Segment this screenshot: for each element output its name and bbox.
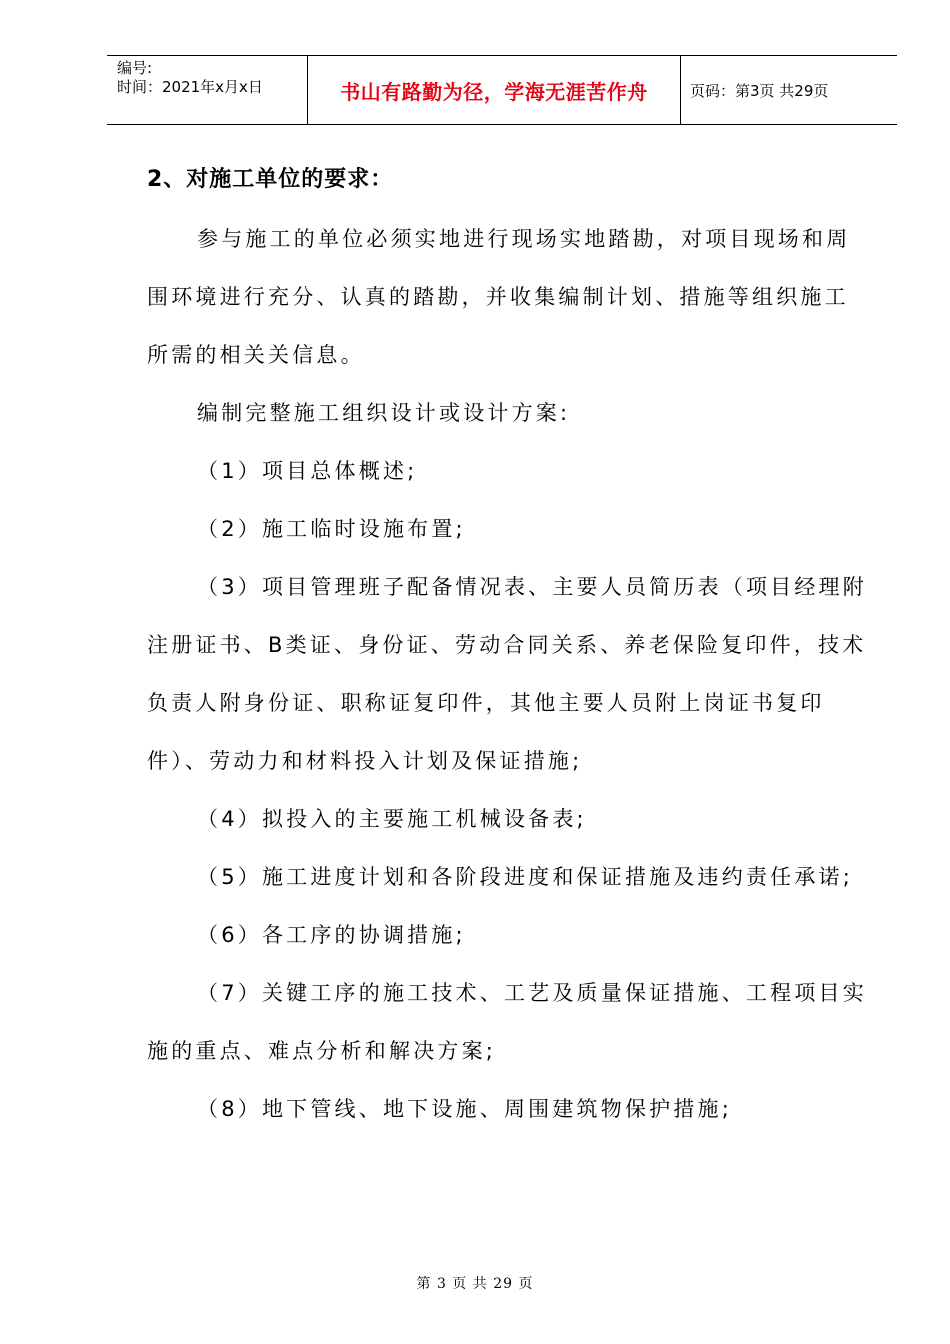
list-item: （6）各工序的协调措施; [197, 923, 466, 947]
intro-paragraph: 参与施工的单位必须实地进行现场实地踏勘，对项目现场和周围环境进行充分、认真的踏勘，并收集编制计划、措施等组织施工所需的相关关信息。 [147, 227, 851, 367]
header-page-cell [681, 56, 897, 124]
list-item: （1）项目总体概述; [197, 459, 418, 483]
document-header [107, 55, 897, 125]
time-label: 时间：2021年x月x日 [117, 78, 263, 96]
list-item: （5）施工进度计划和各阶段进度和保证措施及违约责任承诺; [197, 865, 854, 889]
header-motto-cell [308, 56, 681, 124]
page-info: 页码：第3页 共29页 [690, 81, 829, 100]
list-item: （2）施工临时设施布置; [197, 517, 466, 541]
number-label: 编号: [117, 59, 153, 77]
list-item: （3）项目管理班子配备情况表、主要人员简历表（项目经理附注册证书、B类证、身份证、劳动合同关系、养老保险复印件，技术负责人附身份证、职称证复印件，其他主要人员附上岗证书复印件）、劳动力和材料投入计划及保证措施; [147, 575, 867, 773]
header-meta-cell [107, 56, 308, 124]
list-item: （7）关键工序的施工技术、工艺及质量保证措施、工程项目实施的重点、难点分析和解决方案; [147, 981, 867, 1063]
motto-text: 书山有路勤为径，学海无涯苦作舟 [340, 79, 648, 104]
lead-paragraph: 编制完整施工组织设计或设计方案: [197, 401, 571, 425]
page-footer: 第 3 页 共 29 页 [416, 1276, 534, 1292]
list-item: （8）地下管线、地下设施、周围建筑物保护措施; [197, 1097, 733, 1121]
document-body [147, 150, 867, 1138]
section-heading: 2、对施工单位的要求： [147, 167, 394, 192]
list-item: （4）拟投入的主要施工机械设备表; [197, 807, 587, 831]
